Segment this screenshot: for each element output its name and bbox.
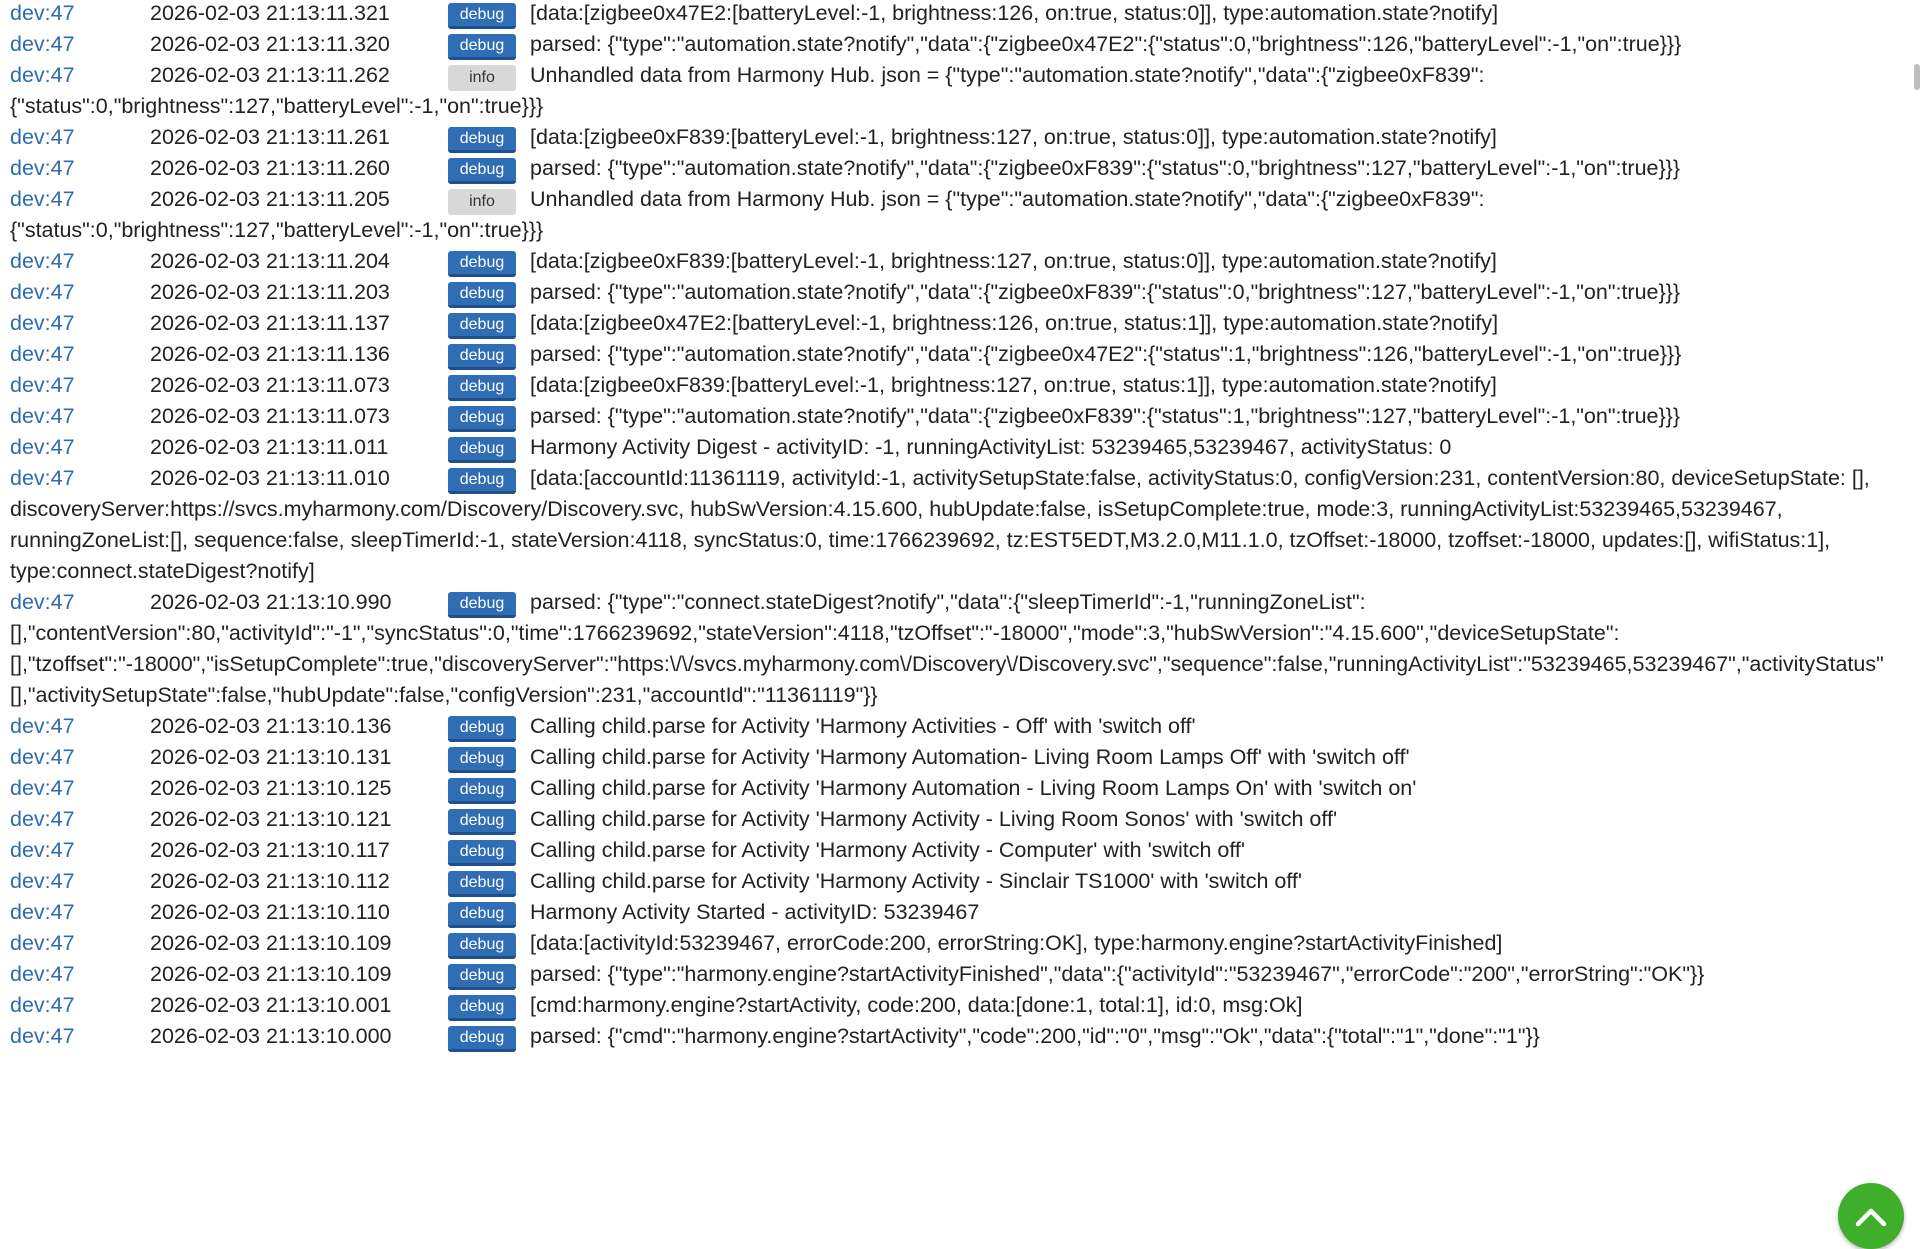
log-source-link[interactable]: dev:47 [10, 714, 75, 738]
log-level-badge: debug [448, 840, 516, 866]
log-timestamp: 2026-02-03 21:13:11.321 [150, 1, 390, 25]
log-row [10, 773, 1910, 804]
log-source-link[interactable]: dev:47 [10, 187, 75, 211]
log-message: [data:[activityId:53239467, errorCode:200, errorString:OK], type:harmony.engine?startActivityFinished] [530, 931, 1503, 955]
log-timestamp: 2026-02-03 21:13:11.010 [150, 466, 390, 490]
log-timestamp: 2026-02-03 21:13:11.261 [150, 125, 390, 149]
log-message: Harmony Activity Digest - activityID: -1, runningActivityList: 53239465,53239467, activityStatus: 0 [530, 435, 1452, 459]
log-timestamp: 2026-02-03 21:13:10.110 [150, 900, 390, 924]
log-row [10, 0, 1910, 29]
log-level-badge: debug [448, 809, 516, 835]
log-level-badge: debug [448, 375, 516, 401]
log-level-badge: debug [448, 251, 516, 277]
log-timestamp: 2026-02-03 21:13:10.125 [150, 776, 392, 800]
log-source-link[interactable]: dev:47 [10, 962, 75, 986]
log-level-badge: debug [448, 995, 516, 1021]
log-message: Unhandled data from Harmony Hub. json = {"type":"automation.state?notify","data":{"zigbee0xF839": {"status":0,"brightness":127,"batteryLevel":-1,"on":true}}} [10, 63, 1491, 118]
log-source-link[interactable]: dev:47 [10, 900, 75, 924]
log-source-link[interactable]: dev:47 [10, 249, 75, 273]
log-level-badge: debug [448, 468, 516, 494]
chevron-up-icon [1855, 1205, 1887, 1227]
log-source-link[interactable]: dev:47 [10, 807, 75, 831]
log-source-link[interactable]: dev:47 [10, 311, 75, 335]
log-timestamp: 2026-02-03 21:13:11.011 [150, 435, 389, 459]
log-source-link[interactable]: dev:47 [10, 435, 75, 459]
log-level-badge: debug [448, 3, 516, 29]
log-timestamp: 2026-02-03 21:13:11.073 [150, 373, 390, 397]
log-timestamp: 2026-02-03 21:13:11.204 [150, 249, 390, 273]
log-level-badge: debug [448, 592, 516, 618]
log-timestamp: 2026-02-03 21:13:10.136 [150, 714, 392, 738]
log-row [10, 835, 1910, 866]
log-row [10, 990, 1910, 1021]
log-row [10, 711, 1910, 742]
log-message: [data:[zigbee0x47E2:[batteryLevel:-1, brightness:126, on:true, status:1]], type:automation.state?notify] [530, 311, 1499, 335]
log-message: Calling child.parse for Activity 'Harmony Activity - Computer' with 'switch off' [530, 838, 1246, 862]
log-timestamp: 2026-02-03 21:13:10.131 [150, 745, 392, 769]
log-level-badge: debug [448, 437, 516, 463]
log-message: [data:[zigbee0xF839:[batteryLevel:-1, brightness:127, on:true, status:1]], type:automation.state?notify] [530, 373, 1497, 397]
log-row [10, 1021, 1910, 1052]
log-level-badge: debug [448, 344, 516, 370]
log-source-link[interactable]: dev:47 [10, 776, 75, 800]
log-row [10, 277, 1910, 308]
log-timestamp: 2026-02-03 21:13:11.320 [150, 32, 390, 56]
log-level-badge: debug [448, 964, 516, 990]
log-source-link[interactable]: dev:47 [10, 63, 75, 87]
log-level-badge: debug [448, 406, 516, 432]
log-source-link[interactable]: dev:47 [10, 32, 75, 56]
log-level-badge: debug [448, 282, 516, 308]
log-source-link[interactable]: dev:47 [10, 373, 75, 397]
log-source-link[interactable]: dev:47 [10, 838, 75, 862]
log-source-link[interactable]: dev:47 [10, 745, 75, 769]
log-message: Calling child.parse for Activity 'Harmony Activity - Sinclair TS1000' with 'switch off' [530, 869, 1302, 893]
log-source-link[interactable]: dev:47 [10, 156, 75, 180]
log-timestamp: 2026-02-03 21:13:10.990 [150, 590, 392, 614]
log-message: Calling child.parse for Activity 'Harmony Activities - Off' with 'switch off' [530, 714, 1196, 738]
log-row [10, 866, 1910, 897]
log-message: Calling child.parse for Activity 'Harmony Activity - Living Room Sonos' with 'switch off' [530, 807, 1338, 831]
log-list [10, 0, 1910, 1052]
log-message: Calling child.parse for Activity 'Harmony Automation - Living Room Lamps On' with 'switch on' [530, 776, 1417, 800]
log-source-link[interactable]: dev:47 [10, 404, 75, 428]
log-row [10, 804, 1910, 835]
log-source-link[interactable]: dev:47 [10, 931, 75, 955]
log-message: parsed: {"type":"harmony.engine?startActivityFinished","data":{"activityId":"53239467","errorCode":"200","errorString":"OK"}} [530, 962, 1705, 986]
log-timestamp: 2026-02-03 21:13:10.121 [150, 807, 392, 831]
log-level-badge: debug [448, 313, 516, 339]
log-source-link[interactable]: dev:47 [10, 1024, 75, 1048]
log-message: parsed: {"cmd":"harmony.engine?startActivity","code":200,"id":"0","msg":"Ok","data":{"total":"1","done":"1"}} [530, 1024, 1540, 1048]
log-row [10, 401, 1910, 432]
log-timestamp: 2026-02-03 21:13:10.117 [150, 838, 390, 862]
log-row [10, 587, 1910, 711]
log-message: parsed: {"type":"automation.state?notify","data":{"zigbee0xF839":{"status":1,"brightness":127,"batteryLevel":-1,"on":true}}} [530, 404, 1681, 428]
log-row [10, 432, 1910, 463]
log-timestamp: 2026-02-03 21:13:11.136 [150, 342, 390, 366]
log-row [10, 153, 1910, 184]
log-row [10, 308, 1910, 339]
log-level-badge: debug [448, 1026, 516, 1052]
log-level-badge: debug [448, 747, 516, 773]
log-level-badge: debug [448, 933, 516, 959]
log-timestamp: 2026-02-03 21:13:10.109 [150, 962, 392, 986]
log-row [10, 60, 1910, 122]
log-level-badge: info [448, 189, 516, 215]
log-timestamp: 2026-02-03 21:13:11.205 [150, 187, 390, 211]
scroll-to-top-button[interactable] [1838, 1183, 1904, 1249]
log-row [10, 122, 1910, 153]
log-level-badge: info [448, 65, 516, 91]
log-timestamp: 2026-02-03 21:13:11.073 [150, 404, 390, 428]
log-timestamp: 2026-02-03 21:13:10.001 [150, 993, 392, 1017]
log-timestamp: 2026-02-03 21:13:11.262 [150, 63, 390, 87]
log-row [10, 742, 1910, 773]
log-row [10, 339, 1910, 370]
log-message: Calling child.parse for Activity 'Harmony Automation- Living Room Lamps Off' with 'switch off' [530, 745, 1410, 769]
log-row [10, 370, 1910, 401]
log-timestamp: 2026-02-03 21:13:10.000 [150, 1024, 392, 1048]
log-timestamp: 2026-02-03 21:13:10.109 [150, 931, 392, 955]
log-timestamp: 2026-02-03 21:13:11.260 [150, 156, 390, 180]
log-level-badge: debug [448, 34, 516, 60]
log-source-link[interactable]: dev:47 [10, 869, 75, 893]
log-source-link[interactable]: dev:47 [10, 342, 75, 366]
log-message: [cmd:harmony.engine?startActivity, code:200, data:[done:1, total:1], id:0, msg:Ok] [530, 993, 1303, 1017]
log-message: Harmony Activity Started - activityID: 53239467 [530, 900, 980, 924]
log-level-badge: debug [448, 158, 516, 184]
log-source-link[interactable]: dev:47 [10, 590, 75, 614]
log-message: Unhandled data from Harmony Hub. json = {"type":"automation.state?notify","data":{"zigbee0xF839": {"status":0,"brightness":127,"batteryLevel":-1,"on":true}}} [10, 187, 1491, 242]
log-message: [data:[zigbee0xF839:[batteryLevel:-1, brightness:127, on:true, status:0]], type:automation.state?notify] [530, 249, 1497, 273]
log-row [10, 959, 1910, 990]
log-message: [data:[accountId:11361119, activityId:-1, activitySetupState:false, activityStatus:0, configVersion:231, contentVersion:80, deviceSetupState: [], discoveryServer:https://svcs.myharmony.com/Discovery/Discovery.svc, hubSwVersion:4.15.600, hubUpdate:false, isSetupComplete:true, mode:3, runningActivityList:53239465,53239467, runningZoneList:[], sequence:false, sleepTimerId:-1, stateVersion:4118, syncStatus:0, time:1766239692, tz:EST5EDT,M3.2.0,M11.1.0, tzOffset:-18000, tzoffset:-18000, updates:[], wifiStatus:1], type:connect.stateDigest?notify] [10, 466, 1876, 583]
log-message: parsed: {"type":"automation.state?notify","data":{"zigbee0xF839":{"status":0,"brightness":127,"batteryLevel":-1,"on":true}}} [530, 156, 1681, 180]
log-timestamp: 2026-02-03 21:13:11.137 [150, 311, 390, 335]
log-message: parsed: {"type":"automation.state?notify","data":{"zigbee0x47E2":{"status":0,"brightness":126,"batteryLevel":-1,"on":true}}} [530, 32, 1682, 56]
log-row [10, 463, 1910, 587]
log-source-link[interactable]: dev:47 [10, 466, 75, 490]
log-row [10, 928, 1910, 959]
log-row [10, 184, 1910, 246]
log-row [10, 246, 1910, 277]
scrollbar-thumb[interactable] [1914, 64, 1920, 90]
log-source-link[interactable]: dev:47 [10, 125, 75, 149]
log-message: parsed: {"type":"automation.state?notify","data":{"zigbee0x47E2":{"status":1,"brightness":126,"batteryLevel":-1,"on":true}}} [530, 342, 1682, 366]
log-source-link[interactable]: dev:47 [10, 280, 75, 304]
log-row [10, 29, 1910, 60]
log-timestamp: 2026-02-03 21:13:11.203 [150, 280, 390, 304]
log-level-badge: debug [448, 127, 516, 153]
log-level-badge: debug [448, 902, 516, 928]
log-level-badge: debug [448, 778, 516, 804]
log-message: [data:[zigbee0xF839:[batteryLevel:-1, brightness:127, on:true, status:0]], type:automation.state?notify] [530, 125, 1497, 149]
log-level-badge: debug [448, 716, 516, 742]
log-timestamp: 2026-02-03 21:13:10.112 [150, 869, 390, 893]
log-message: parsed: {"type":"connect.stateDigest?notify","data":{"sleepTimerId":-1,"runningZoneList": [],"contentVersion":80,"activityId":"-1","syncStatus":0,"time":1766239692,"stateVersion":4118,"tzOffset":"-18000","mode":3,"hubSwVersion":"4.15.600","deviceSetupState": [],"tzoffset":"-18000","isSetupComplete":true,"discoveryServer":"https:\/\/svcs.myharmony.com\/Discovery\/Discovery.svc","sequence":false,"runningActivityList":"53239465,53239467","activityStatus" [],"activitySetupState":false,"hubUpdate":false,"configVersion":231,"accountId":"11361119"}} [10, 590, 1890, 707]
log-source-link[interactable]: dev:47 [10, 993, 75, 1017]
log-row [10, 897, 1910, 928]
log-message: parsed: {"type":"automation.state?notify","data":{"zigbee0xF839":{"status":0,"brightness":127,"batteryLevel":-1,"on":true}}} [530, 280, 1681, 304]
log-level-badge: debug [448, 871, 516, 897]
log-source-link[interactable]: dev:47 [10, 1, 75, 25]
log-message: [data:[zigbee0x47E2:[batteryLevel:-1, brightness:126, on:true, status:0]], type:automation.state?notify] [530, 1, 1499, 25]
